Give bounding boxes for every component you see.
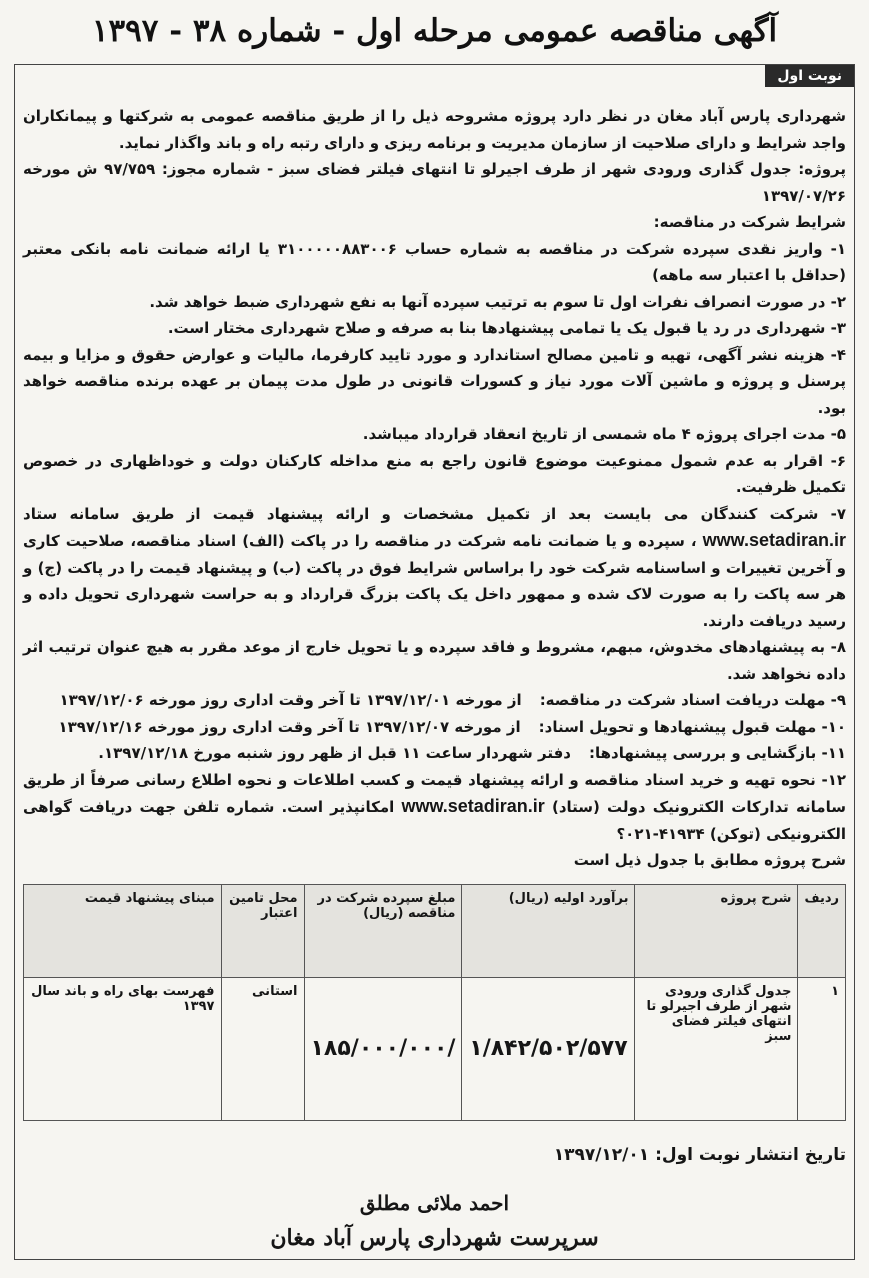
project-table (23, 884, 846, 1121)
table-intro: شرح پروژه مطابق با جدول ذیل است (573, 851, 846, 869)
signature-block (23, 1191, 846, 1251)
cell-funding: استانی (221, 977, 304, 1120)
signer-title: سرپرست شهرداری پارس آباد مغان (270, 1224, 599, 1251)
deadline-label: ۱۰- مهلت قبول پیشنهادها و تحویل اسناد: (538, 717, 846, 736)
notice-frame (14, 64, 855, 1260)
deadline-label: ۱۱- بازگشایی و بررسی پیشنهادها: (588, 744, 846, 762)
col-header-funding: محل تامین اعتبار (221, 884, 304, 977)
condition-item-1: ۱- واریز نقدی سپرده شرکت در مناقصه به شماره حساب ۳۱۰۰۰۰۰۸۸۳۰۰۶ یا ارائه ضمانت نامه بانکی معتبر (حداقل با اعتبار سه ماهه) (23, 239, 846, 284)
cell-basis: فهرست بهای راه و باند سال ۱۳۹۷ (24, 977, 222, 1120)
table-row (24, 977, 846, 1120)
table-header-row (24, 884, 846, 977)
deadline-value: از مورخه ۱۳۹۷/۱۲/۰۷ تا آخر وقت اداری روز مورخه ۱۳۹۷/۱۲/۱۶ (58, 717, 521, 736)
deadline-item-10 (23, 714, 846, 741)
intro-paragraph: شهرداری پارس آباد مغان در نظر دارد پروژه مشروحه ذیل را از طریق مناقصه عمومی به شرکتها و پیمانکاران واجد شرایط و دارای صلاحیت از سازمان مدیریت و برنامه ریزی و دارای رتبه راه و باند واگذار نماید. (23, 107, 846, 152)
item12-start: ۱۲- نحوه تهیه و خرید اسناد مناقصه و ارائه پیشنهاد قیمت و کسب اطلاعات و نحوه اطلاع رسانی صرفاً از طریق سامانه تدارکات الکترونیک دولت (ستاد) (23, 770, 846, 816)
condition-item-7 (23, 501, 846, 635)
condition-item-6: ۶- اقرار به عدم شمول ممنوعیت موضوع قانون راجع به منع مداخله کارکنان دولت و خوداظهاری در خصوص تکمیل ظرفیت. (23, 451, 846, 496)
deadline-item-11 (23, 740, 846, 767)
col-header-index: ردیف (798, 884, 846, 977)
col-header-basis: مبنای پیشنهاد قیمت (24, 884, 222, 977)
round-badge: نوبت اول (765, 65, 854, 87)
notice-title: آگهی مناقصه عمومی مرحله اول - شماره ۳۸ - ۱۳۹۷ (91, 13, 778, 49)
condition-item-3: ۳- شهرداری در رد یا قبول یک یا تمامی پیشنهادها بنا به صرفه و صلاح شهرداری مختار است. (167, 319, 846, 337)
col-header-estimate: برآورد اولیه (ریال) (462, 884, 635, 977)
condition-item-4: ۴- هزینه نشر آگهی، تهیه و تامین مصالح استاندارد و مورد تایید کارفرما، مالیات و عوارض حقوق و مزایا و بیمه پرسنل و پروژه و ماشین آلات مورد نیاز و کسورات قانونی در طول مدت پیمان بر عهده برنده مناقصه خواهد بود. (23, 345, 846, 417)
condition-item-2: ۲- در صورت انصراف نفرات اول تا سوم به ترتیب سپرده آنها به نفع شهرداری ضبط خواهد شد. (149, 292, 846, 311)
deadline-value: از مورخه ۱۳۹۷/۱۲/۰۱ تا آخر وقت اداری روز مورخه ۱۳۹۷/۱۲/۰۶ (59, 691, 522, 709)
condition-item-12 (23, 767, 846, 848)
setad-url-link[interactable]: www.setadiran.ir (702, 530, 846, 550)
cell-deposit: ۱۸۵/۰۰۰/۰۰۰/ (304, 977, 462, 1120)
cell-index: ۱ (798, 977, 846, 1120)
item7-start: ۷- شرکت کنندگان می بایست بعد از تکمیل مشخصات و ارائه پیشنهاد قیمت از طریق سامانه ستاد (23, 504, 846, 523)
deadline-label: ۹- مهلت دریافت اسناد شرکت در مناقصه: (539, 691, 846, 709)
notice-body (23, 103, 846, 874)
deadline-value: دفتر شهردار ساعت ۱۱ قبل از ظهر روز شنبه مورخ ۱۳۹۷/۱۲/۱۸. (98, 744, 571, 762)
project-line: پروژه: جدول گذاری ورودی شهر از طرف اجیرلو تا انتهای فیلتر فضای سبز - شماره مجوز: ۹۷/۷۵۹ ش مورخه ۱۳۹۷/۰۷/۲۶ (23, 160, 846, 205)
condition-item-8: ۸- به پیشنهادهای مخدوش، مبهم، مشروط و فاقد سپرده و یا تحویل خارج از موعد مقرر به هیچ عنوان ترتیب اثر داده نخواهد شد. (23, 638, 846, 683)
publish-label: تاریخ انتشار نوبت اول: (655, 1144, 846, 1165)
cell-description: جدول گذاری ورودی شهر از طرف اجیرلو تا انتهای فیلتر فضای سبز (635, 977, 798, 1120)
col-header-deposit: مبلغ سپرده شرکت در مناقصه (ریال) (304, 884, 462, 977)
publish-date-line (23, 1145, 846, 1165)
item7-rest: ، سپرده و یا ضمانت نامه شرکت در مناقصه را در پاکت (الف) اسناد مناقصه، صلاحیت کاری و آخرین تغییرات و اساسنامه شرکت خود را براساس شرایط فوق در پاکت (ب) و پیشنهاد قیمت را در پاکت (ج) و هر سه پاکت را به صورت لاک شده و ممهور داخل یک پاکت بزرگ قرارداد و به حراست شهرداری تحویل داده و رسید دریافت دارند. (23, 532, 846, 630)
deadline-item-9 (23, 687, 846, 714)
item12-rest: امکانپذیر است. شماره تلفن جهت دریافت گواهی الکترونیکی (توکن) ۴۱۹۳۴-۰۲۱؟ (23, 798, 846, 843)
col-header-description: شرح پروژه (635, 884, 798, 977)
condition-item-5: ۵- مدت اجرای پروژه ۴ ماه شمسی از تاریخ انعقاد قرارداد میباشد. (362, 425, 846, 443)
publish-date: ۱۳۹۷/۱۲/۰۱ (553, 1144, 650, 1165)
conditions-heading: شرایط شرکت در مناقصه: (653, 213, 846, 231)
setad-url-link-2[interactable]: www.setadiran.ir (401, 796, 545, 816)
cell-estimate: ۱/۸۴۲/۵۰۲/۵۷۷ (462, 977, 635, 1120)
signer-name: احمد ملائی مطلق (359, 1190, 510, 1215)
